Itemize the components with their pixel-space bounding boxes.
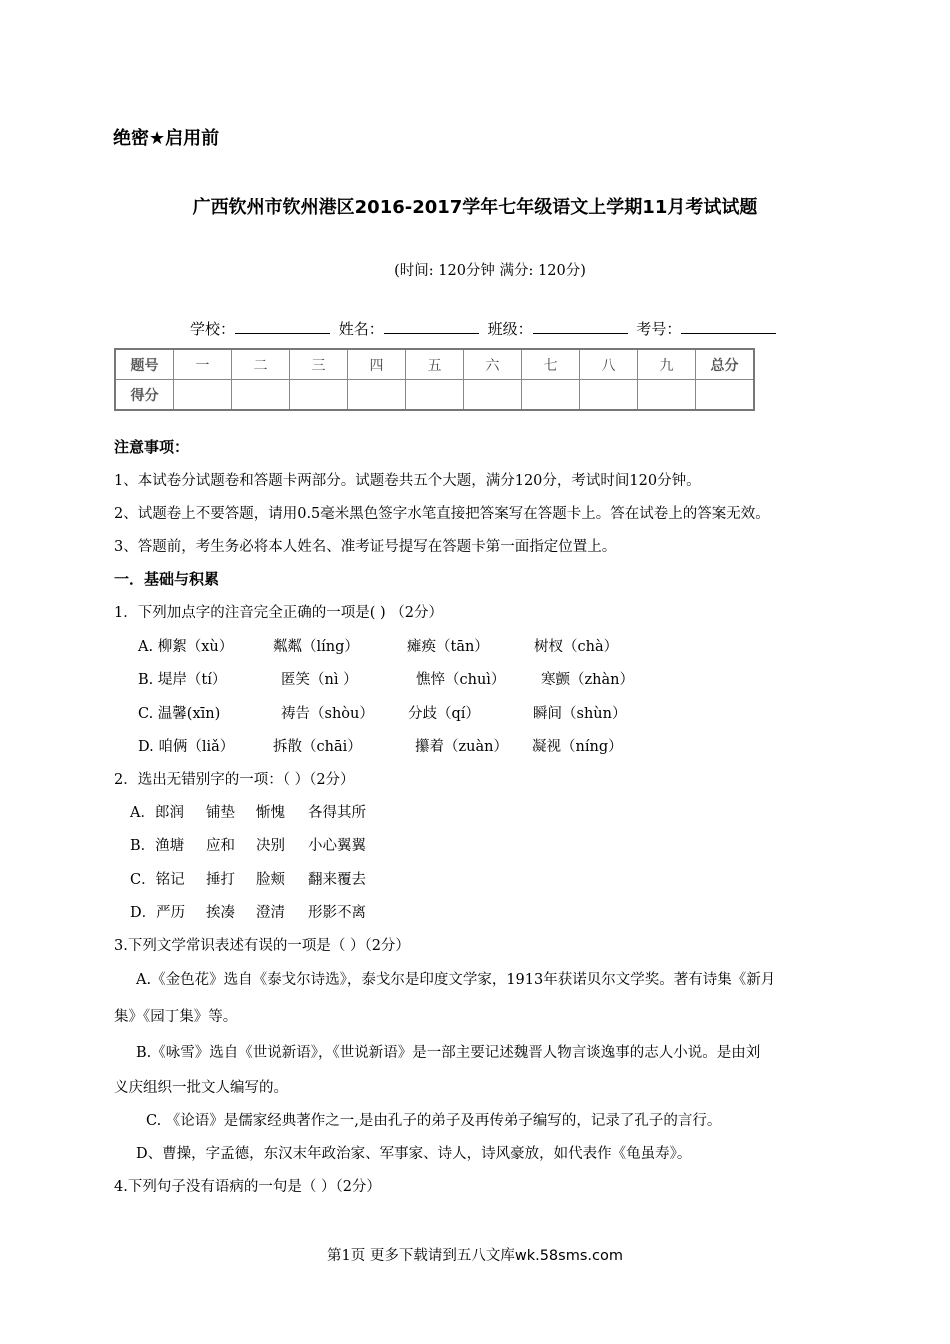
q3-option-a-line2: 集》《园丁集》等。	[114, 1009, 238, 1025]
option-item: 粼粼（líng）	[273, 639, 359, 655]
option-item: 瞬间（shùn）	[533, 706, 627, 722]
q1-option-d	[138, 735, 623, 756]
option-item: 惭愧	[256, 805, 285, 821]
name-blank	[384, 318, 479, 334]
q3-option-b-line1: B.《咏雪》选自《世说新语》，《世说新语》是一部主要记述魏晋人物言谈逸事的志人小说。是由刘	[136, 1045, 761, 1061]
option-item: 澄清	[256, 905, 285, 921]
note-item: 1、本试卷分试题卷和答题卡两部分。试题卷共五个大题，满分120分，考试时间120分钟。	[114, 473, 701, 489]
page-number: 第1页	[327, 1248, 366, 1264]
score-row-label: 得分	[115, 380, 174, 411]
q2-option-b	[130, 834, 366, 855]
question-1-stem: 1．下列加点字的注音完全正确的一项是( ) （2分）	[114, 605, 443, 621]
q1-option-a	[138, 635, 618, 656]
option-item: 小心翼翼	[308, 838, 366, 854]
option-item: 攥着（zuàn）	[415, 739, 508, 755]
option-item: C. 温馨(xīn)	[138, 706, 221, 722]
score-header-cell: 四	[348, 349, 406, 380]
score-header-cell: 七	[522, 349, 580, 380]
section-heading: 一．基础与积累	[114, 570, 220, 588]
option-item: D. 咱俩（liǎ）	[138, 739, 235, 755]
student-info-fields	[190, 318, 780, 339]
score-header-cell: 九	[638, 349, 696, 380]
question-4-stem: 4.下列句子没有语病的一句是（ ）（2分）	[114, 1179, 381, 1195]
option-item: 寒颤（zhàn）	[541, 672, 634, 688]
option-item: C．铭记	[130, 872, 185, 888]
score-header-cell: 二	[232, 349, 290, 380]
score-cell	[406, 380, 464, 411]
score-table-header-row	[115, 349, 754, 380]
page-footer	[0, 1244, 950, 1265]
footer-text: 更多下载请到五八文库	[369, 1248, 515, 1264]
option-item: 应和	[206, 838, 235, 854]
q3-option-a-line1: A.《金色花》选自《泰戈尔诗选》，泰戈尔是印度文学家，1913年获诺贝尔文学奖。著有诗集《新月	[136, 972, 776, 988]
option-item: A．郎润	[130, 805, 184, 821]
option-item: B．渔塘	[130, 838, 185, 854]
time-info: (时间: 120分钟 满分: 120分)	[394, 263, 586, 279]
option-item: 匿笑（nì ）	[281, 672, 358, 688]
option-item: 决别	[256, 838, 285, 854]
option-item: 各得其所	[308, 805, 366, 821]
score-header-cell: 三	[290, 349, 348, 380]
score-cell	[232, 380, 290, 411]
school-blank	[235, 318, 330, 334]
score-cell	[174, 380, 232, 411]
school-label: 学校：	[190, 320, 236, 338]
class-blank	[533, 318, 628, 334]
option-item: 挨凑	[206, 905, 235, 921]
note-item: 2、试题卷上不要答题，请用0.5毫米黑色签字水笔直接把答案写在答题卡上。答在试卷上的答案无效。	[114, 506, 770, 522]
option-item: 铺垫	[206, 805, 235, 821]
number-blank	[681, 318, 776, 334]
q1-option-c	[138, 702, 626, 723]
score-header-cell: 一	[174, 349, 232, 380]
option-item: 瘫痪（tān）	[407, 639, 489, 655]
score-header-cell: 八	[580, 349, 638, 380]
q3-option-d: D、曹操，字孟德，东汉末年政治家、军事家、诗人，诗风豪放，如代表作《龟虽寿》。	[136, 1146, 692, 1162]
score-header-cell: 六	[464, 349, 522, 380]
q2-option-c	[130, 868, 366, 889]
score-cell	[348, 380, 406, 411]
score-header-cell: 总分	[696, 349, 755, 380]
score-table	[114, 348, 755, 411]
notes-heading: 注意事项：	[114, 438, 190, 456]
score-cell	[696, 380, 755, 411]
score-table-score-row	[115, 380, 754, 411]
name-label: 姓名：	[338, 320, 384, 338]
score-header-cell: 题号	[115, 349, 174, 380]
option-item: 分歧（qí）	[408, 706, 480, 722]
option-item: B. 堤岸（tí）	[138, 672, 227, 688]
q2-option-a	[130, 801, 366, 822]
option-item: 捶打	[206, 872, 235, 888]
number-label: 考号：	[636, 320, 682, 338]
option-item: 憔悴（chuì）	[416, 672, 506, 688]
option-item: 脸颊	[256, 872, 285, 888]
score-header-cell: 五	[406, 349, 464, 380]
note-item: 3、答题前，考生务必将本人姓名、准考证号提写在答题卡第一面指定位置上。	[114, 539, 617, 555]
score-cell	[290, 380, 348, 411]
exam-title: 广西钦州市钦州港区2016-2017学年七年级语文上学期11月考试试题	[192, 197, 758, 218]
q3-option-c: C. 《论语》是儒家经典著作之一,是由孔子的弟子及再传弟子编写的，记录了孔子的言行。	[146, 1113, 722, 1129]
q2-option-d	[130, 901, 366, 922]
q1-option-b	[138, 668, 634, 689]
option-item: 树杈（chà）	[534, 639, 619, 655]
option-item: 形影不离	[308, 905, 366, 921]
option-item: 凝视（níng）	[532, 739, 623, 755]
option-item: D．严历	[130, 905, 186, 921]
question-3-stem: 3.下列文学常识表述有误的一项是（ ）（2分）	[114, 938, 410, 954]
option-item: 拆散（chāi）	[273, 739, 362, 755]
class-label: 班级：	[487, 320, 533, 338]
score-cell	[522, 380, 580, 411]
option-item: A. 柳絮（xù）	[138, 639, 234, 655]
option-item: 翻来覆去	[308, 872, 366, 888]
score-cell	[638, 380, 696, 411]
confidential-label: 绝密★启用前	[113, 128, 220, 149]
q3-option-b-line2: 义庆组织一批文人编写的。	[114, 1080, 288, 1096]
option-item: 祷告（shòu）	[281, 706, 374, 722]
question-2-stem: 2．选出无错别字的一项：（ ）（2分）	[114, 772, 355, 788]
footer-url: wk.58sms.com	[514, 1248, 623, 1264]
score-cell	[580, 380, 638, 411]
score-cell	[464, 380, 522, 411]
